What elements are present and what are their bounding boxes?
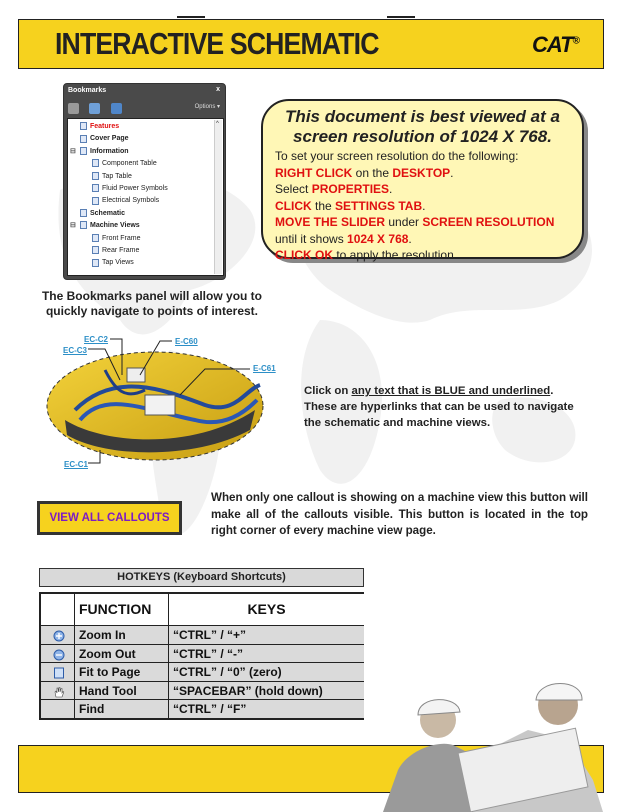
step-5: until it shows 1024 X 768. <box>275 231 412 246</box>
new-bookmark-icon[interactable] <box>89 103 100 114</box>
bookmark-page-icon <box>92 197 99 205</box>
bookmark-item[interactable] <box>92 184 168 194</box>
hand-tool-icon <box>53 685 65 697</box>
bookmark-item[interactable] <box>80 209 125 219</box>
bookmark-item[interactable] <box>70 147 129 157</box>
keys-cell: “CTRL” / “+” <box>169 626 364 644</box>
function-cell: Fit to Page <box>75 663 169 681</box>
bookmarks-panel <box>63 83 226 280</box>
icon-column-header <box>41 594 75 625</box>
bookmark-page-icon <box>92 259 99 267</box>
view-all-callouts-button[interactable]: VIEW ALL CALLOUTS <box>37 501 182 535</box>
hyperlink-explanation: Click on any text that is BLUE and underlined. These are hyperlinks that can be used to navigate the schematic and machine views. <box>304 385 574 429</box>
table-header-row <box>41 594 362 625</box>
table-row <box>41 662 362 681</box>
bookmark-label: Front Frame <box>102 234 141 242</box>
step-intro: To set your screen resolution do the following: <box>275 149 519 163</box>
expand-toggle-icon[interactable]: ⊟ <box>70 222 76 230</box>
icon-cell <box>41 682 75 700</box>
bookmark-page-icon <box>92 159 99 167</box>
hotkeys-title: HOTKEYS (Keyboard Shortcuts) <box>39 568 364 587</box>
trash-icon[interactable] <box>68 103 79 114</box>
function-cell: Hand Tool <box>75 682 169 700</box>
bookmark-label: Cover Page <box>90 135 129 143</box>
table-row <box>41 625 362 644</box>
resolution-steps <box>275 148 579 264</box>
keys-cell: “CTRL” / “0” (zero) <box>169 663 364 681</box>
bookmark-item[interactable] <box>92 234 141 244</box>
bookmark-page-icon <box>80 147 87 155</box>
table-row <box>41 681 362 700</box>
crop-mark <box>177 16 205 18</box>
bookmarks-toolbar <box>64 98 225 116</box>
crop-mark <box>387 16 415 18</box>
bookmark-label: Rear Frame <box>102 247 140 254</box>
bookmark-item[interactable] <box>70 221 140 231</box>
bookmark-page-icon <box>80 122 87 130</box>
bookmark-page-icon <box>92 184 99 192</box>
keys-cell: “CTRL” / “F” <box>169 700 364 718</box>
cat-logo: CAT® <box>532 32 579 57</box>
step-1: RIGHT CLICK on the DESKTOP. <box>275 165 454 180</box>
chevron-up-icon[interactable]: ^ <box>216 121 219 127</box>
callout-link[interactable]: E-C60 <box>175 337 198 346</box>
step-3: CLICK the SETTINGS TAB. <box>275 198 426 213</box>
bookmark-options-icon[interactable] <box>111 103 122 114</box>
resolution-heading: This document is best viewed at a screen resolution of 1024 X 768. <box>285 107 560 146</box>
callout-link[interactable]: EC-C3 <box>63 346 88 355</box>
expand-toggle-icon[interactable]: ⊟ <box>70 147 76 155</box>
function-cell: Find <box>75 700 169 718</box>
keys-column-header: KEYS <box>169 594 364 625</box>
bookmark-label: Schematic <box>90 209 126 217</box>
bookmark-page-icon <box>80 221 87 229</box>
icon-cell <box>41 663 75 681</box>
bookmark-page-icon <box>80 209 87 217</box>
bookmark-item[interactable] <box>92 172 132 182</box>
bookmarks-caption: The Bookmarks panel will allow you to quickly navigate to points of interest. <box>41 289 263 318</box>
bookmark-item[interactable] <box>80 134 129 144</box>
title-banner <box>18 19 604 69</box>
bookmark-page-icon <box>92 172 99 180</box>
bookmark-label: Tap Views <box>102 259 134 267</box>
fit-page-icon <box>53 666 65 678</box>
bookmark-item[interactable] <box>92 196 159 206</box>
bookmark-item[interactable] <box>92 246 139 256</box>
bookmarks-panel-header <box>64 84 225 98</box>
callout-leader-lines <box>0 330 290 475</box>
bookmark-page-icon <box>80 135 87 143</box>
function-column-header: FUNCTION <box>75 594 169 625</box>
view-all-callouts-explanation: When only one callout is showing on a machine view this button will make all of the callouts visible. This button is located in the top right corner of every machine view page. <box>211 491 588 537</box>
bookmark-page-icon <box>92 234 99 242</box>
hotkeys-table <box>39 592 364 720</box>
step-2: Select PROPERTIES. <box>275 182 393 196</box>
table-row <box>41 699 362 718</box>
function-cell: Zoom In <box>75 626 169 644</box>
bookmark-label: Fluid Power Symbols <box>102 185 168 192</box>
step-6: CLICK OK to apply the resolution. <box>275 248 458 262</box>
callout-link[interactable]: EC-C1 <box>64 460 89 469</box>
close-icon[interactable]: x <box>216 86 220 93</box>
callout-link[interactable]: EC-C2 <box>84 335 109 344</box>
bookmark-item[interactable] <box>92 159 157 169</box>
icon-cell <box>41 700 75 718</box>
bookmark-label: Tap Table <box>102 172 132 180</box>
bookmark-item[interactable] <box>80 122 119 132</box>
icon-cell <box>41 626 75 644</box>
bookmark-label: Component Table <box>102 160 157 168</box>
bookmark-page-icon <box>92 246 99 254</box>
icon-cell <box>41 645 75 663</box>
resolution-note <box>261 99 584 262</box>
page-title: INTERACTIVE SCHEMATIC <box>55 26 379 61</box>
keys-cell: “CTRL” / “-” <box>169 645 364 663</box>
bookmark-label: Information <box>90 147 129 155</box>
bookmark-label: Machine Views <box>90 222 140 230</box>
table-row <box>41 644 362 663</box>
keys-cell: “SPACEBAR” (hold down) <box>169 682 364 700</box>
step-4: MOVE THE SLIDER under SCREEN RESOLUTION <box>275 215 555 229</box>
scrollbar[interactable] <box>214 120 222 274</box>
bookmark-label: Electrical Symbols <box>102 197 160 205</box>
bookmarks-title: Bookmarks <box>68 87 107 94</box>
bookmark-item[interactable] <box>92 258 134 268</box>
bookmarks-list <box>67 118 224 276</box>
function-cell: Zoom Out <box>75 645 169 663</box>
zoom-in-icon <box>53 629 65 641</box>
callout-link[interactable]: E-C61 <box>253 364 276 373</box>
options-menu[interactable]: Options ▾ <box>194 104 220 110</box>
zoom-out-icon <box>53 648 65 660</box>
bookmark-label: Features <box>90 123 120 130</box>
workers-photo <box>378 660 603 812</box>
